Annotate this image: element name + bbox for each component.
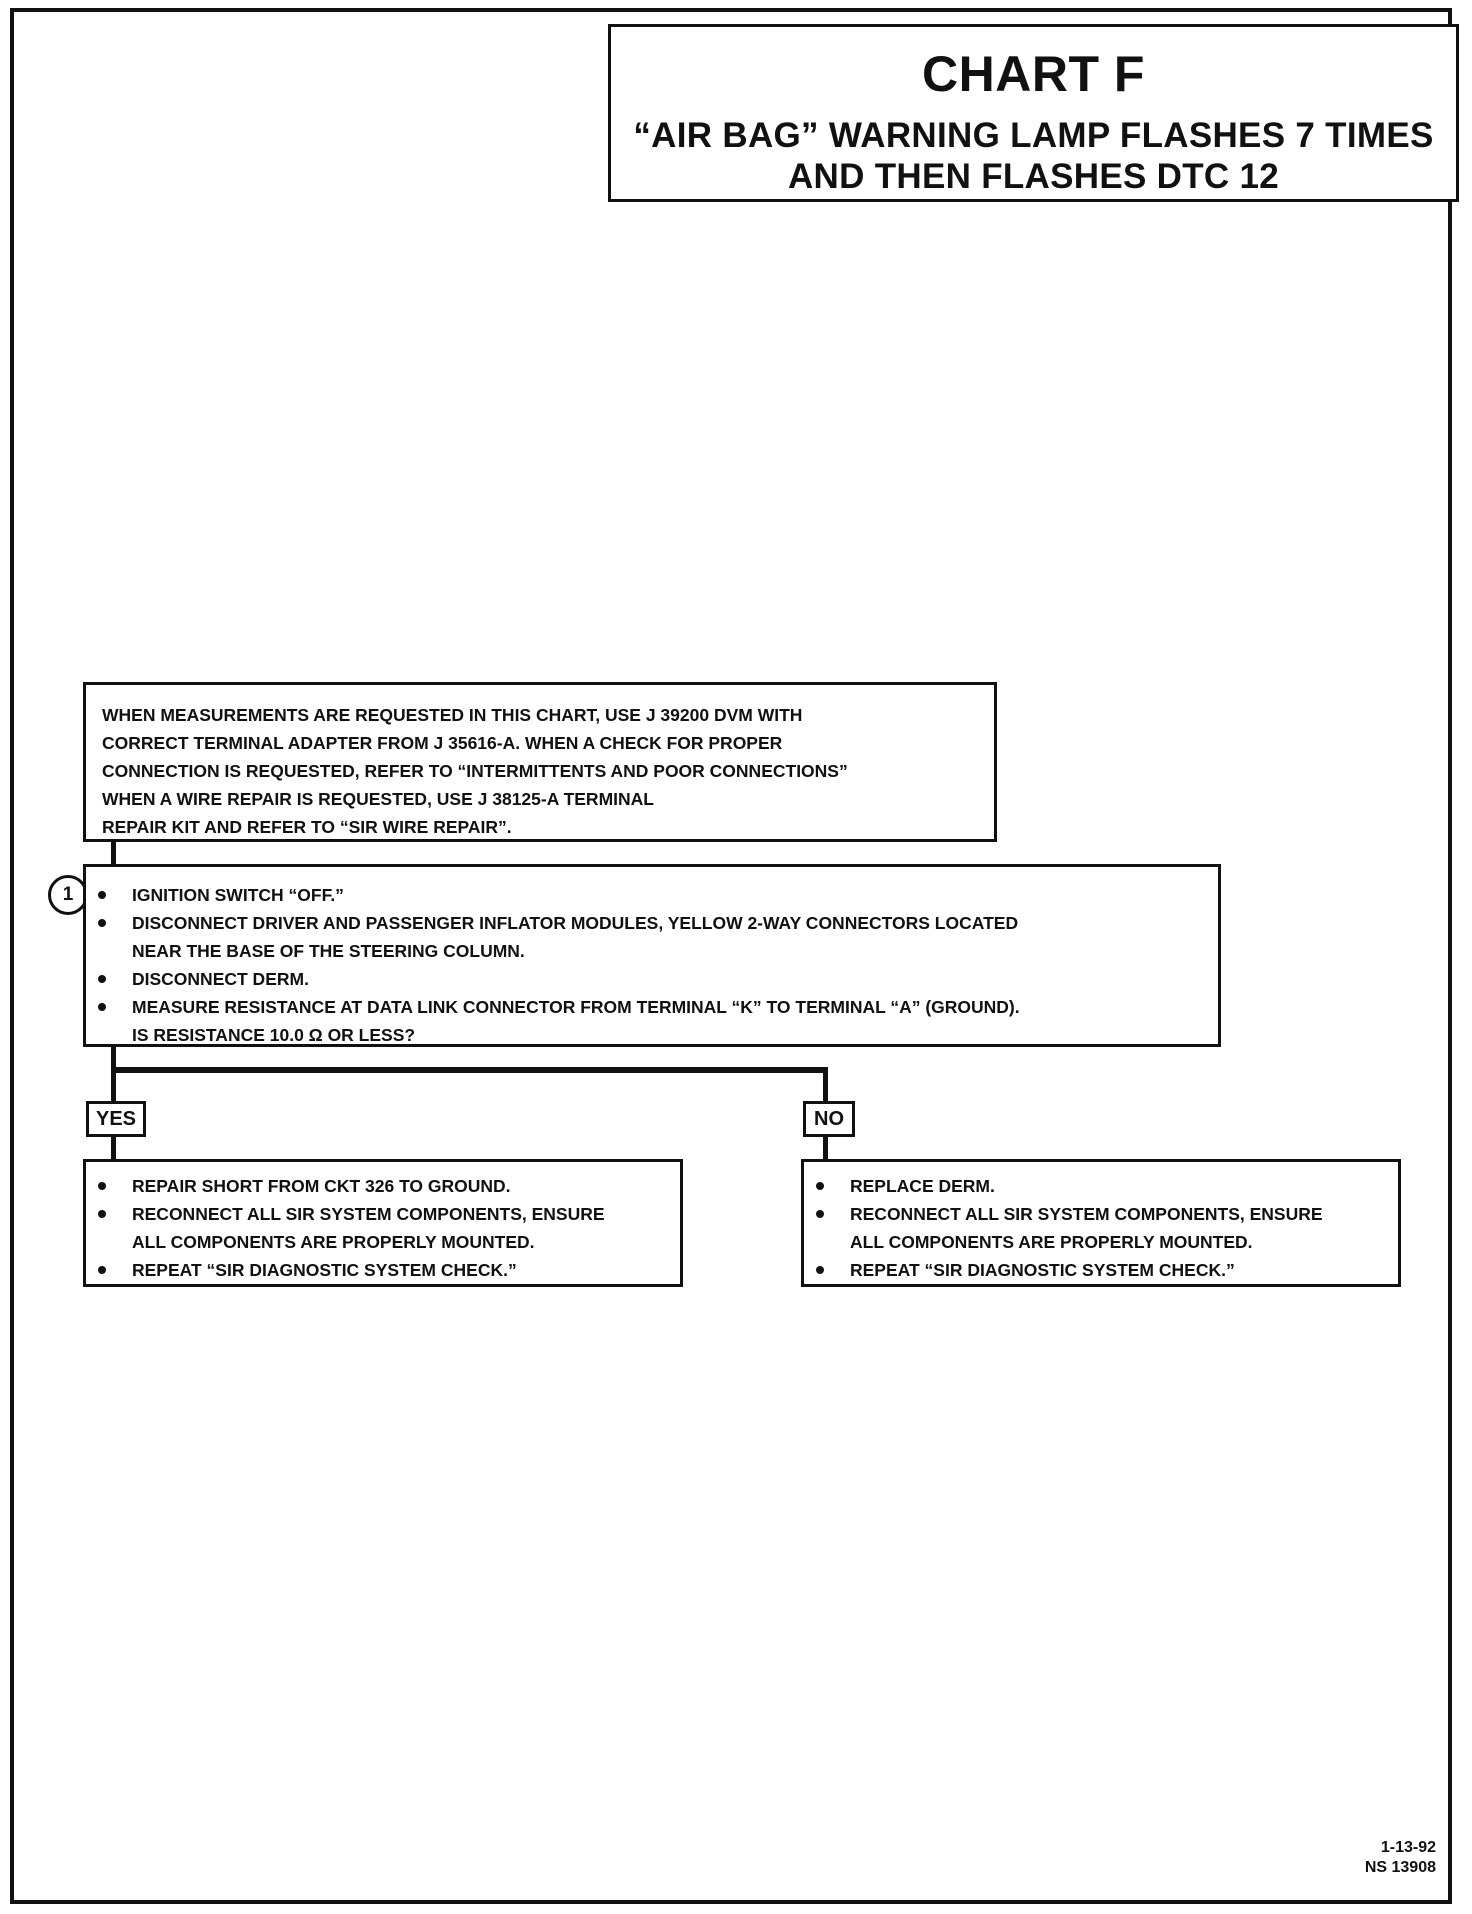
- chart-subtitle: [611, 115, 1456, 197]
- instructions-box: [83, 682, 997, 842]
- no-label: NO: [803, 1101, 855, 1137]
- title-box: [608, 24, 1459, 202]
- connector-line: [823, 1137, 828, 1159]
- instructions-line: WHEN A WIRE REPAIR IS REQUESTED, USE J 38125-A TERMINAL: [102, 789, 654, 809]
- chart-title: CHART F: [922, 46, 1145, 102]
- yes-bullet-continuation: ALL COMPONENTS ARE PROPERLY MOUNTED.: [132, 1232, 535, 1252]
- step-1-bullet-continuation: IS RESISTANCE 10.0 Ω OR LESS?: [132, 1025, 416, 1045]
- footer-code: NS 13908: [1364, 1859, 1436, 1876]
- instructions-line: CORRECT TERMINAL ADAPTER FROM J 35616-A. WHEN A CHECK FOR PROPER: [102, 733, 783, 753]
- connector-line: [111, 1137, 116, 1159]
- connector-line: [111, 842, 116, 864]
- subtitle-line: AND THEN FLASHES DTC 12: [787, 157, 1280, 196]
- no-bullet: RECONNECT ALL SIR SYSTEM COMPONENTS, ENSURE: [804, 1200, 1398, 1228]
- step-1-bullet-continuation: NEAR THE BASE OF THE STEERING COLUMN.: [132, 941, 525, 961]
- instructions-line: REPAIR KIT AND REFER TO “SIR WIRE REPAIR”.: [102, 817, 512, 837]
- yes-bullet: RECONNECT ALL SIR SYSTEM COMPONENTS, ENSURE: [86, 1200, 680, 1228]
- step-1-bullet: DISCONNECT DERM.: [86, 965, 1218, 993]
- step-1-marker: 1: [48, 875, 88, 915]
- branch-line: [111, 1067, 828, 1073]
- yes-bullet: REPEAT “SIR DIAGNOSTIC SYSTEM CHECK.”: [86, 1256, 680, 1284]
- chart-page: [10, 8, 1452, 1904]
- footer-date: 1-13-92: [1380, 1839, 1436, 1856]
- instructions-line: WHEN MEASUREMENTS ARE REQUESTED IN THIS CHART, USE J 39200 DVM WITH: [102, 705, 803, 725]
- subtitle-line: “AIR BAG” WARNING LAMP FLASHES 7 TIMES: [633, 116, 1434, 155]
- connector-line: [823, 1067, 828, 1103]
- step-1-bullet: DISCONNECT DRIVER AND PASSENGER INFLATOR MODULES, YELLOW 2-WAY CONNECTORS LOCATED: [86, 909, 1218, 937]
- instructions-line: CONNECTION IS REQUESTED, REFER TO “INTERMITTENTS AND POOR CONNECTIONS”: [102, 761, 848, 781]
- step-1-bullet: IGNITION SWITCH “OFF.”: [86, 881, 1218, 909]
- yes-result-box: [83, 1159, 683, 1287]
- yes-bullet: REPAIR SHORT FROM CKT 326 TO GROUND.: [86, 1172, 680, 1200]
- footer-reference: [1365, 1838, 1436, 1878]
- no-bullet: REPEAT “SIR DIAGNOSTIC SYSTEM CHECK.”: [804, 1256, 1398, 1284]
- no-result-box: [801, 1159, 1401, 1287]
- step-1-box: [83, 864, 1221, 1047]
- connector-line: [111, 1047, 116, 1103]
- no-bullet: REPLACE DERM.: [804, 1172, 1398, 1200]
- step-1-bullet: MEASURE RESISTANCE AT DATA LINK CONNECTOR FROM TERMINAL “K” TO TERMINAL “A” (GROUND).: [86, 993, 1218, 1021]
- yes-label: YES: [86, 1101, 146, 1137]
- no-bullet-continuation: ALL COMPONENTS ARE PROPERLY MOUNTED.: [850, 1232, 1253, 1252]
